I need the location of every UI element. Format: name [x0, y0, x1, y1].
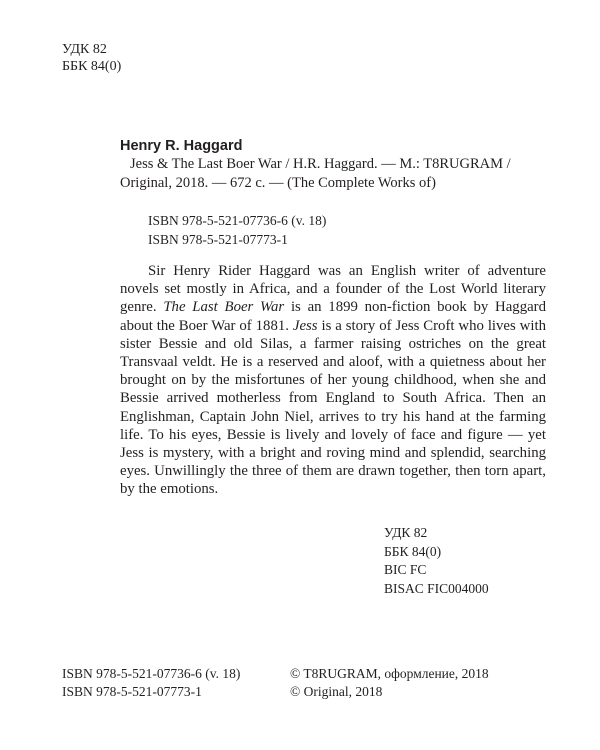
- abstract-paragraph: [120, 262, 546, 499]
- author-name: Henry R. Haggard: [120, 138, 243, 154]
- abstract-text-2: is an 1899 non-fiction book by Haggard about the Boer War of 1881.: [120, 299, 547, 334]
- bic-code: BIC FC: [384, 562, 427, 578]
- copyright-original: © Original, 2018: [290, 684, 383, 699]
- biblio-line-2: Original, 2018. — 672 с. — (The Complete Works of): [120, 174, 436, 191]
- bbk-code: ББК 84(0): [62, 59, 122, 74]
- footer-isbn-volume: ISBN 978-5-521-07736-6 (v. 18): [62, 666, 241, 681]
- isbn-volume: ISBN 978-5-521-07736-6 (v. 18): [148, 213, 327, 228]
- abstract-title-boer-war: The Last Boer War: [163, 299, 285, 316]
- footer-isbn-set: ISBN 978-5-521-07773-1: [62, 684, 202, 699]
- classification-codes: [384, 524, 489, 598]
- isbn-block: [148, 212, 326, 249]
- footer-isbn: [62, 665, 240, 701]
- isbn-set: ISBN 978-5-521-07773-1: [148, 231, 288, 247]
- top-classification-codes: [62, 41, 121, 75]
- udk-code: УДК 82: [384, 525, 428, 540]
- abstract-text-3: is a story of Jess Croft who lives with sister Bessie and old Silas, a farmer raising ostriches on the great Transvaal veldt. He is a reserved and aloof, with a quietness about her brought on by the misfortunes of her young childhood, when she and Bessie arrived motherless from England to South Africa. Then an Englishman, Captain John Niel, arrives to try his hand at the farming life. To his eyes, Bessie is lively and lovely of face and figure — yet Jess is mystery, with a bright and roving mind and splendid, searching eyes. Unwillingly the three of them are drawn together, then torn apart, by the emotions.: [120, 317, 546, 498]
- abstract-title-jess: Jess: [292, 317, 318, 334]
- book-abstract: [120, 262, 546, 499]
- footer-copyright: [290, 665, 489, 701]
- abstract-text-1: Sir Henry Rider Haggard was an English writer of adventure novels set mostly in Africa, and a founder of the Lost World literary genre.: [120, 263, 546, 316]
- udk-code: УДК 82: [62, 42, 107, 57]
- bibliographic-description: [120, 155, 545, 192]
- copyright-publisher: © T8RUGRAM, оформление, 2018: [290, 666, 489, 681]
- biblio-line-1: Jess & The Last Boer War / H.R. Haggard. — M.: T8RUGRAM /: [130, 156, 511, 172]
- bisac-code: BISAC FIC004000: [384, 580, 489, 596]
- bbk-code: ББК 84(0): [384, 543, 442, 559]
